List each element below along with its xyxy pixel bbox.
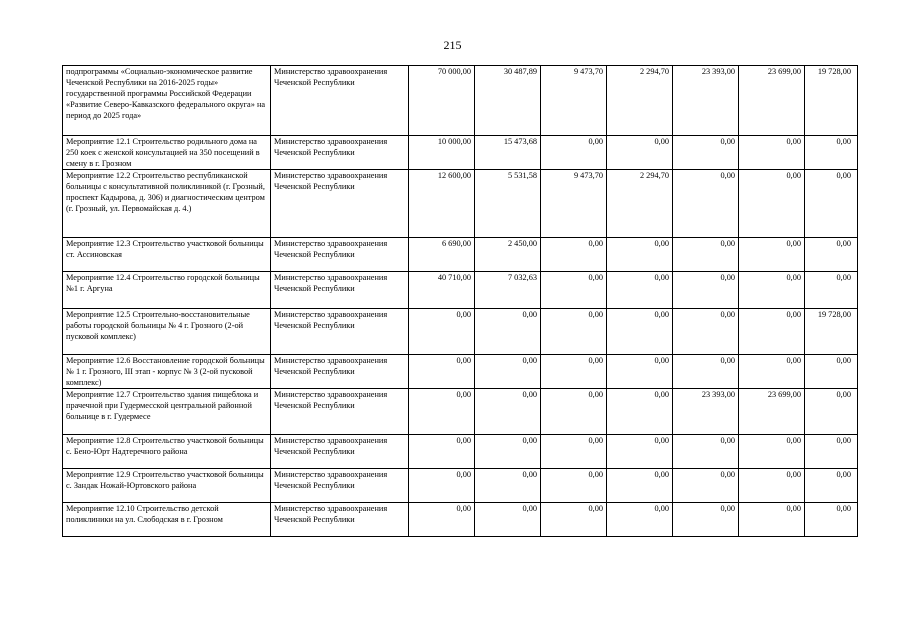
activity-description: подпрограммы «Социально-экономическое развитие Чеченской Республики на 2016-2025 годы» государственной программы Российской Федерации «Развитие Северо-Кавказского федерального округа» на период до 2025 года»: [63, 66, 271, 136]
activity-description: Мероприятие 12.5 Строительно-восстановительные работы городской больницы № 4 г. Грозного (2-ой пусковой комплекс): [63, 309, 271, 355]
value-cell: 0,00: [541, 238, 607, 272]
value-cell: 10 000,00: [409, 136, 475, 170]
responsible-organization: Министерство здравоохранения Чеченской Республики: [271, 238, 409, 272]
responsible-organization: Министерство здравоохранения Чеченской Республики: [271, 309, 409, 355]
value-cell: 2 294,70: [607, 170, 673, 238]
activity-description: Мероприятие 12.3 Строительство участковой больницы ст. Ассиновская: [63, 238, 271, 272]
value-cell: 0,00: [475, 469, 541, 503]
value-cell: 0,00: [739, 272, 805, 309]
value-cell: 0,00: [739, 469, 805, 503]
value-cell: 0,00: [805, 136, 858, 170]
table-row: [63, 272, 858, 309]
value-cell: 0,00: [541, 309, 607, 355]
value-cell: 0,00: [541, 272, 607, 309]
value-cell: 0,00: [541, 389, 607, 435]
value-cell: 0,00: [475, 309, 541, 355]
value-cell: 0,00: [739, 435, 805, 469]
table-row: [63, 503, 858, 537]
table-row: [63, 136, 858, 170]
value-cell: 0,00: [409, 469, 475, 503]
value-cell: 0,00: [475, 435, 541, 469]
table-row: [63, 469, 858, 503]
value-cell: 0,00: [475, 355, 541, 389]
activity-description: Мероприятие 12.8 Строительство участковой больницы с. Бено-Юрт Надтеречного района: [63, 435, 271, 469]
value-cell: 0,00: [607, 389, 673, 435]
value-cell: 0,00: [475, 389, 541, 435]
table-row: [63, 435, 858, 469]
value-cell: 0,00: [541, 136, 607, 170]
value-cell: 0,00: [673, 309, 739, 355]
value-cell: 0,00: [673, 272, 739, 309]
value-cell: 0,00: [607, 309, 673, 355]
value-cell: 0,00: [541, 435, 607, 469]
value-cell: 0,00: [409, 389, 475, 435]
value-cell: 0,00: [607, 503, 673, 537]
value-cell: 0,00: [805, 170, 858, 238]
table-row: [63, 238, 858, 272]
table-row: [63, 170, 858, 238]
table-row: [63, 66, 858, 136]
value-cell: 2 450,00: [475, 238, 541, 272]
value-cell: 7 032,63: [475, 272, 541, 309]
value-cell: 0,00: [805, 272, 858, 309]
value-cell: 0,00: [739, 136, 805, 170]
value-cell: 70 000,00: [409, 66, 475, 136]
value-cell: 0,00: [607, 469, 673, 503]
value-cell: 23 699,00: [739, 66, 805, 136]
value-cell: 0,00: [805, 238, 858, 272]
responsible-organization: Министерство здравоохранения Чеченской Республики: [271, 355, 409, 389]
responsible-organization: Министерство здравоохранения Чеченской Республики: [271, 272, 409, 309]
value-cell: 30 487,89: [475, 66, 541, 136]
value-cell: 0,00: [739, 170, 805, 238]
value-cell: 23 393,00: [673, 389, 739, 435]
value-cell: 0,00: [673, 170, 739, 238]
value-cell: 0,00: [607, 435, 673, 469]
responsible-organization: Министерство здравоохранения Чеченской Республики: [271, 469, 409, 503]
table-row: [63, 389, 858, 435]
value-cell: 0,00: [607, 272, 673, 309]
value-cell: 0,00: [739, 355, 805, 389]
page-number: 215: [443, 38, 462, 52]
value-cell: 12 600,00: [409, 170, 475, 238]
responsible-organization: Министерство здравоохранения Чеченской Республики: [271, 66, 409, 136]
value-cell: 0,00: [673, 435, 739, 469]
value-cell: 0,00: [409, 309, 475, 355]
responsible-organization: Министерство здравоохранения Чеченской Республики: [271, 503, 409, 537]
value-cell: 0,00: [541, 469, 607, 503]
value-cell: 0,00: [409, 503, 475, 537]
value-cell: 0,00: [739, 503, 805, 537]
activity-description: Мероприятие 12.6 Восстановление городской больницы № 1 г. Грозного, III этап - корпус № 3 (2-ой пусковой комплекс): [63, 355, 271, 389]
responsible-organization: Министерство здравоохранения Чеченской Республики: [271, 170, 409, 238]
value-cell: 0,00: [409, 435, 475, 469]
value-cell: 40 710,00: [409, 272, 475, 309]
value-cell: 5 531,58: [475, 170, 541, 238]
activity-description: Мероприятие 12.2 Строительство республиканской больницы с консультативной поликлиникой (г. Грозный, проспект Кадырова, д. 306) и диагностическим центром (г. Грозный, ул. Первомайская д. 4.): [63, 170, 271, 238]
table-row: [63, 309, 858, 355]
table-row: [63, 355, 858, 389]
activity-description: Мероприятие 12.9 Строительство участковой больницы с. Зандак Ножай-Юртовского района: [63, 469, 271, 503]
responsible-organization: Министерство здравоохранения Чеченской Республики: [271, 136, 409, 170]
value-cell: 0,00: [739, 309, 805, 355]
value-cell: 23 699,00: [739, 389, 805, 435]
value-cell: 0,00: [805, 355, 858, 389]
value-cell: 0,00: [739, 238, 805, 272]
activity-description: Мероприятие 12.10 Строительство детской поликлиники на ул. Слободская в г. Грозном: [63, 503, 271, 537]
value-cell: 0,00: [673, 136, 739, 170]
value-cell: 9 473,70: [541, 170, 607, 238]
value-cell: 0,00: [607, 136, 673, 170]
value-cell: 19 728,00: [805, 309, 858, 355]
value-cell: 0,00: [541, 355, 607, 389]
value-cell: 19 728,00: [805, 66, 858, 136]
value-cell: 0,00: [673, 469, 739, 503]
activity-description: Мероприятие 12.4 Строительство городской больницы №1 г. Аргуна: [63, 272, 271, 309]
value-cell: 0,00: [805, 469, 858, 503]
value-cell: 15 473,68: [475, 136, 541, 170]
responsible-organization: Министерство здравоохранения Чеченской Республики: [271, 389, 409, 435]
value-cell: 2 294,70: [607, 66, 673, 136]
activity-description: Мероприятие 12.7 Строительство здания пищеблока и прачечной при Гудермесской центральной районной больнице в г. Гудермесе: [63, 389, 271, 435]
value-cell: 0,00: [607, 238, 673, 272]
budget-table: [62, 65, 858, 537]
value-cell: 23 393,00: [673, 66, 739, 136]
value-cell: 0,00: [805, 435, 858, 469]
value-cell: 6 690,00: [409, 238, 475, 272]
activity-description: Мероприятие 12.1 Строительство родильного дома на 250 коек с женской консультацией на 350 посещений в смену в г. Грозном: [63, 136, 271, 170]
responsible-organization: Министерство здравоохранения Чеченской Республики: [271, 435, 409, 469]
value-cell: 0,00: [673, 355, 739, 389]
value-cell: 0,00: [673, 238, 739, 272]
value-cell: 0,00: [805, 389, 858, 435]
value-cell: 0,00: [673, 503, 739, 537]
value-cell: 9 473,70: [541, 66, 607, 136]
value-cell: 0,00: [805, 503, 858, 537]
value-cell: 0,00: [475, 503, 541, 537]
table-body: [63, 66, 858, 537]
value-cell: 0,00: [541, 503, 607, 537]
value-cell: 0,00: [409, 355, 475, 389]
value-cell: 0,00: [607, 355, 673, 389]
